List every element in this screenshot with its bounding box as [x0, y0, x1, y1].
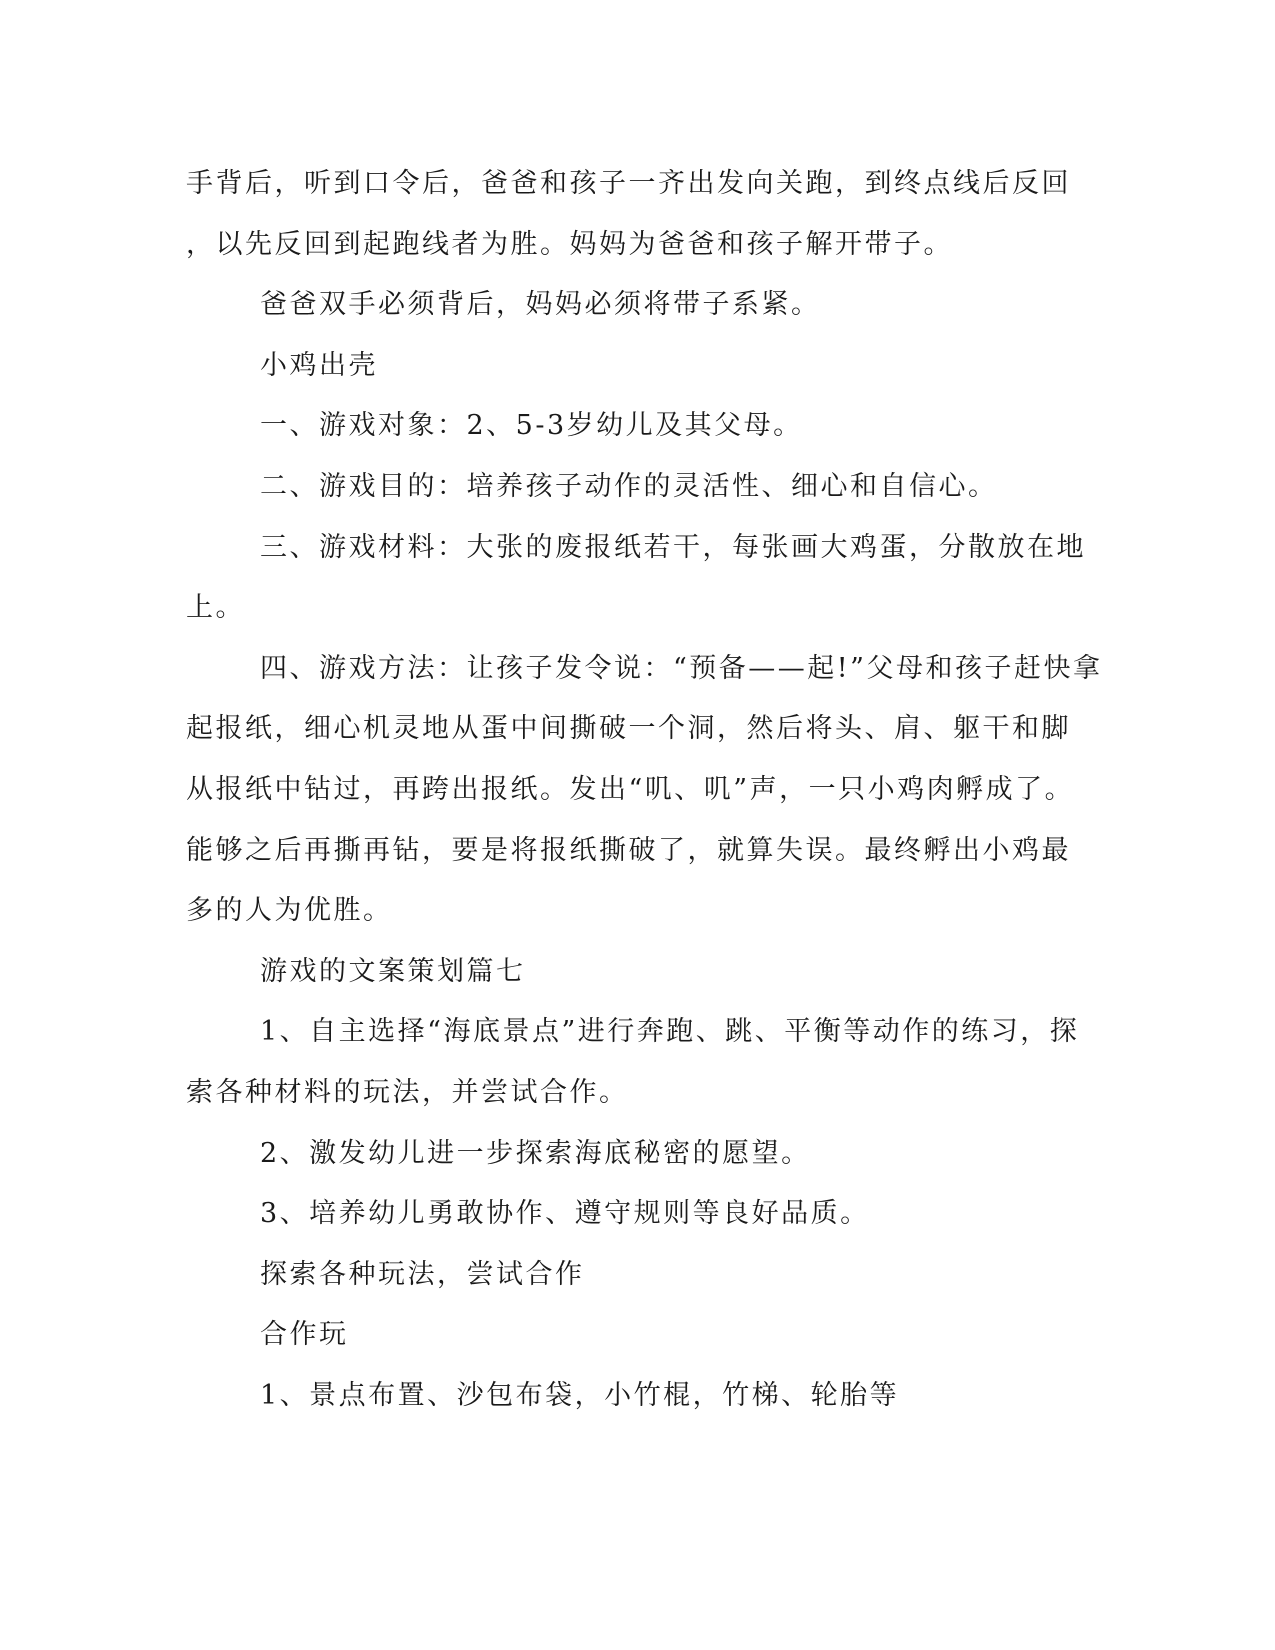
text-line-16: 索各种材料的玩法，并尝试合作。 [186, 1076, 629, 1108]
text-line-game-target: 一、游戏对象：2、5-3岁幼儿及其父母。 [260, 410, 803, 442]
text-line-10: 起报纸，细心机灵地从蛋中间撕破一个洞，然后将头、肩、躯干和脚 [186, 713, 1071, 745]
text-line-game-method: 四、游戏方法：让孩子发令说：“预备——起!”父母和孩子赶快拿 [260, 652, 1103, 684]
text-line-8: 上。 [186, 592, 245, 624]
text-line-goal-3: 3、培养幼儿勇敢协作、遵守规则等良好品质。 [260, 1198, 870, 1230]
section-heading-explore: 探索各种玩法，尝试合作 [260, 1258, 585, 1290]
text-line-3: 爸爸双手必须背后，妈妈必须将带子系紧。 [260, 289, 821, 321]
text-line-13: 多的人为优胜。 [186, 895, 393, 927]
document-body [186, 154, 1103, 1426]
section-heading-chick-hatching: 小鸡出壳 [260, 349, 378, 381]
text-line-goal-2: 2、激发幼儿进一步探索海底秘密的愿望。 [260, 1137, 811, 1169]
text-line-game-purpose: 二、游戏目的：培养孩子动作的灵活性、细心和自信心。 [260, 470, 998, 502]
text-line-2: ，以先反回到起跑线者为胜。妈妈为爸爸和孩子解开带子。 [186, 228, 953, 260]
section-heading-cooperate: 合作玩 [260, 1319, 349, 1351]
text-line-11: 从报纸中钻过，再跨出报纸。发出“叽、叽”声，一只小鸡肉孵成了。 [186, 773, 1075, 805]
text-line-goal-1: 1、自主选择“海底景点”进行奔跑、跳、平衡等动作的练习，探 [260, 1016, 1080, 1048]
text-line-1: 手背后，听到口令后，爸爸和孩子一齐出发向关跑，到终点线后反回 [186, 168, 1071, 199]
text-line-12: 能够之后再撕再钻，要是将报纸撕破了，就算失误。最终孵出小鸡最 [186, 834, 1071, 866]
section-heading-part-seven: 游戏的文案策划篇七 [260, 955, 526, 987]
text-line-game-materials: 三、游戏材料：大张的废报纸若干，每张画大鸡蛋，分散放在地 [260, 531, 1086, 563]
text-line-setup: 1、景点布置、沙包布袋，小竹棍，竹梯、轮胎等 [260, 1379, 900, 1411]
